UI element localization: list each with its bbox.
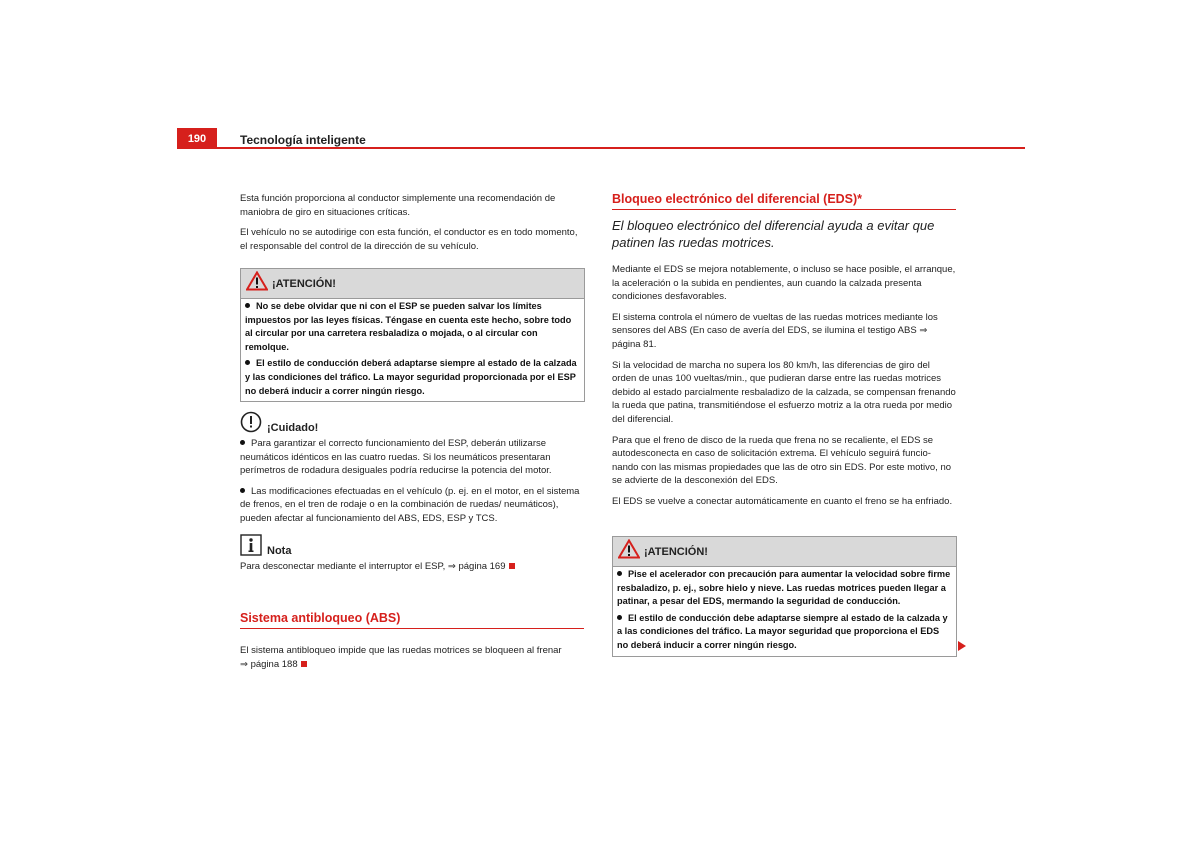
note-section — [240, 536, 584, 574]
warning-box-header — [241, 269, 584, 298]
info-note-icon — [240, 534, 262, 561]
warning-box — [612, 536, 957, 657]
bullet-icon — [617, 571, 622, 576]
intro-paragraph: El vehículo no se autodirige con esta función, el conductor es en todo momento, el responsable del control de la dirección de su vehículo. — [240, 227, 578, 252]
abs-section-title: Sistema antibloqueo (ABS) — [240, 611, 401, 625]
warning-item: El estilo de conducción debe adaptarse siempre al estado de la calzada y a las condiciones del tráfico. La mayor seguridad que proporciona el EDS no deberá inducir a correr ningún riesgo. — [617, 612, 948, 650]
bullet-icon — [245, 360, 250, 365]
intro-paragraph: Esta función proporciona al conductor simplemente una recomendación de maniobra de giro en situaciones críticas. — [240, 193, 556, 218]
right-column — [612, 192, 956, 509]
bullet-icon — [245, 303, 250, 308]
warning-item: El estilo de conducción deberá adaptarse siempre al estado de la calzada y las condiciones del tráfico. La mayor seguridad proporcionada por el ESP no deberá inducir a correr ningún riesgo. — [245, 358, 577, 396]
caution-item: Para garantizar el correcto funcionamiento del ESP, deberán utilizarse neumáticos idénticos en las cuatro ruedas. Si los neumáticos presentaran perímetros de rodadura desiguales podría reducirse la potencia del motor. — [240, 438, 552, 477]
left-column — [240, 192, 584, 253]
abs-section — [240, 611, 584, 671]
warning-item: No se debe olvidar que ni con el ESP se pueden salvar los límites impuestos por las leyes físicas. Téngase en cuenta este hecho, sobre todo al circular por una carretera resbaladiza o mojada, o al circular con remolque. — [241, 298, 584, 354]
eds-paragraph: Si la velocidad de marcha no supera los 80 km/h, las diferencias de giro del orden de unas 100 vueltas/min., que pudieran darse entre las ruedas motrices debido al estado parcialmente resbaladizo de la calzada, se compensan frenando la rueda que patina, transmitiéndose el esfuerzo motriz a la otra rueda por medio del diferencial. — [612, 359, 956, 425]
bullet-icon — [240, 440, 245, 445]
eds-section-title: Bloqueo electrónico del diferencial (EDS)* — [612, 192, 863, 206]
bullet-icon — [617, 615, 622, 620]
caution-item: Las modificaciones efectuadas en el vehículo (p. ej. en el motor, en el sistema de frenos, en el tren de rodaje o en la combinación de ruedas/ neumáticos), pueden afectar al funcionamiento del ABS, EDS, ESP y TCS. — [240, 485, 580, 524]
abs-section-text: El sistema antibloqueo impide que las ruedas motrices se bloqueen al frenar — [240, 645, 562, 656]
eds-section-rule — [612, 209, 956, 210]
eds-paragraph: El sistema controla el número de vueltas de las ruedas motrices mediante los sensores del ABS (En caso de avería del EDS, se ilumina el testigo ABS ⇒ página 81. — [612, 311, 938, 350]
eds-paragraph: El EDS se vuelve a conectar automáticamente en cuanto el freno se ha enfriado. — [612, 495, 953, 507]
caution-exclamation-icon — [240, 411, 262, 438]
caution-section — [240, 413, 584, 526]
warning-box-header — [613, 537, 956, 566]
eds-lead-line: patinen las ruedas motrices. — [612, 235, 775, 250]
end-marker-square — [301, 661, 307, 667]
warning-triangle-icon — [618, 539, 640, 564]
warning-item: Pise el acelerador con precaución para aumentar la velocidad sobre firme resbaladizo, p. ej., sobre hielo y nieve. Las ruedas motrices pueden llegar a patinar, a pesar del EDS, mermando la seguridad de conducción. — [613, 566, 956, 609]
abs-section-text: ⇒ página 188 — [240, 658, 584, 672]
caution-title: ¡Cuidado! — [267, 422, 319, 434]
abs-section-rule — [240, 628, 584, 629]
warning-triangle-icon — [246, 271, 268, 296]
page-number: 190 — [177, 128, 217, 148]
warning-box — [240, 268, 585, 402]
warning-box-title: ¡ATENCIÓN! — [644, 545, 708, 558]
note-title: Nota — [267, 545, 292, 557]
eds-paragraph: Para que el freno de disco de la rueda que frena no se recaliente, el EDS se autodesconecta en caso de solicitación extrema. El vehículo seguirá funcio-nando con las mismas propiedades que las de otro sin EDS. Por este motivo, no se advierte de la desconexión del EDS. — [612, 434, 952, 487]
warning-box-title: ¡ATENCIÓN! — [272, 277, 336, 290]
bullet-icon — [240, 488, 245, 493]
end-marker-square — [509, 563, 515, 569]
eds-lead-line: El bloqueo electrónico del diferencial ayuda a evitar que — [612, 218, 935, 233]
eds-paragraph: Mediante el EDS se mejora notablemente, o incluso se hace posible, el arranque, la aceleración o la subida en pendientes, aun cuando la calzada presenta condiciones desfavorables. — [612, 264, 956, 303]
header-rule — [177, 147, 1025, 149]
continue-arrow-icon — [958, 638, 966, 656]
page-header-title: Tecnología inteligente — [240, 133, 366, 147]
note-text: Para desconectar mediante el interruptor el ESP, ⇒ página 169 — [240, 560, 584, 574]
